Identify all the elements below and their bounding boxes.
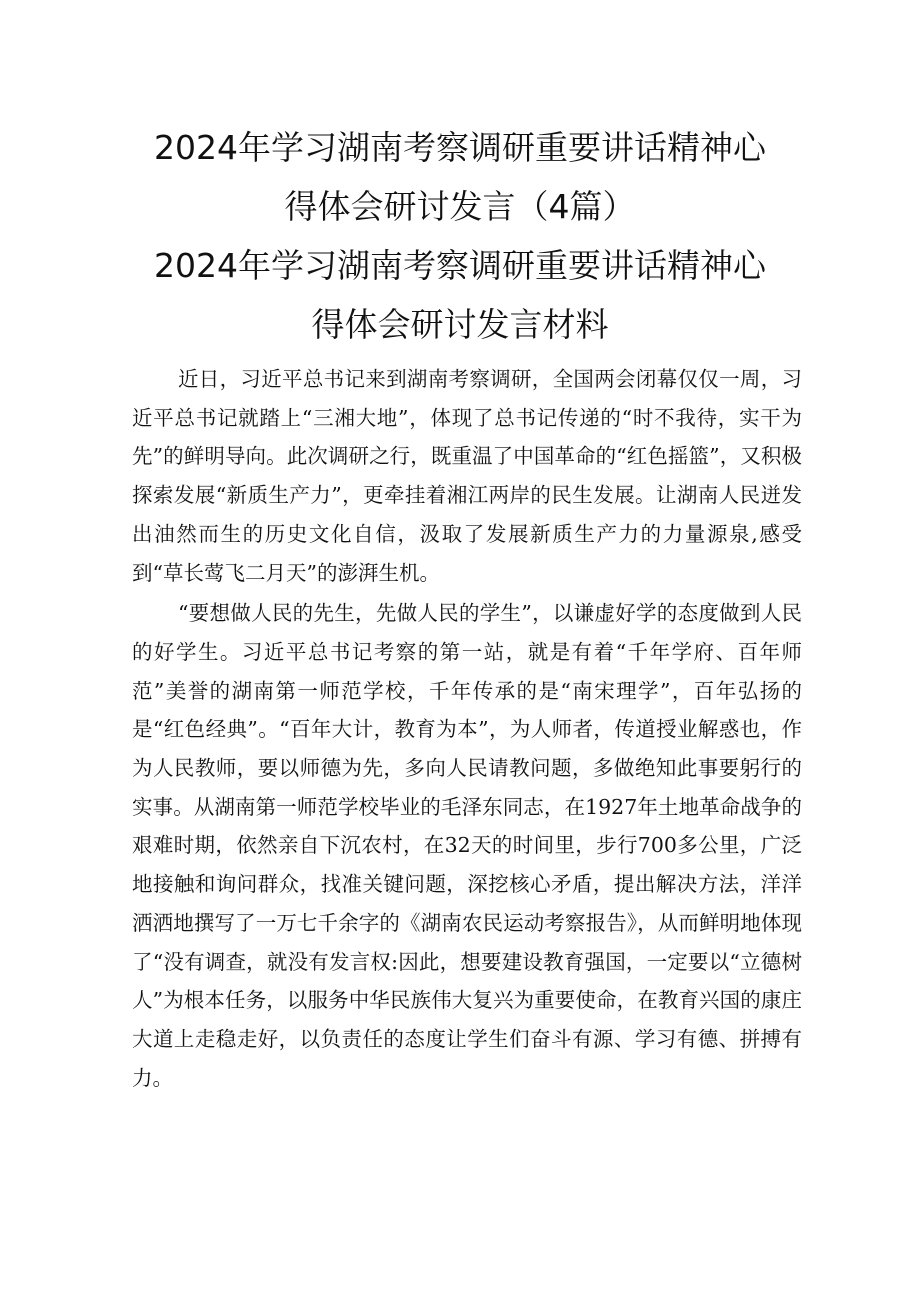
title-line-1: 2024年学习湖南考察调研重要讲话精神心: [154, 128, 766, 167]
document-body: [132, 360, 802, 1097]
document-title: [60, 118, 860, 354]
subtitle-line-1: 2024年学习湖南考察调研重要讲话精神心: [154, 246, 766, 285]
title-line-2: 得体会研讨发言（4篇）: [284, 187, 636, 226]
paragraph-2: “要想做人民的先生，先做人民的学生”，以谦虚好学的态度做到人民的好学生。习近平总书记考察的第一站，就是有着“千年学府、百年师范”美誉的湖南第一师范学校，千年传承的是“南宋理学”，百年弘扬的是“红色经典”。“百年大计，教育为本”，为人师者，传道授业解惑也，作为人民教师，要以师德为先，多向人民请教问题，多做绝知此事要躬行的实事。从湖南第一师范学校毕业的毛泽东同志，在1927年土地革命战争的艰难时期，依然亲自下沉农村，在32天的时间里，步行700多公里，广泛地接触和询问群众，找准关键问题，深挖核心矛盾，提出解决方法，洋洋洒洒地撰写了一万七千余字的《湖南农民运动考察报告》，从而鲜明地体现了“没有调查，就没有发言权:因此，想要建设教育强国，一定要以“立德树人”为根本任务，以服务中华民族伟大复兴为重要使命，在教育兴国的康庄大道上走稳走好，以负责任的态度让学生们奋斗有源、学习有德、拼搏有力。: [132, 601, 802, 1090]
paragraph-1: 近日，习近平总书记来到湖南考察调研，全国两会闭幕仅仅一周，习近平总书记就踏上“三湘大地”，体现了总书记传递的“时不我待，实干为先”的鲜明导向。此次调研之行，既重温了中国革命的“红色摇篮”，又积极探索发展“新质生产力”，更牵挂着湘江两岸的民生发展。让湖南人民迸发出油然而生的历史文化自信，汲取了发展新质生产力的力量源泉,感受到“草长莺飞二月天”的澎湃生机。: [132, 367, 802, 585]
subtitle-line-2: 得体会研讨发言材料: [311, 305, 609, 344]
